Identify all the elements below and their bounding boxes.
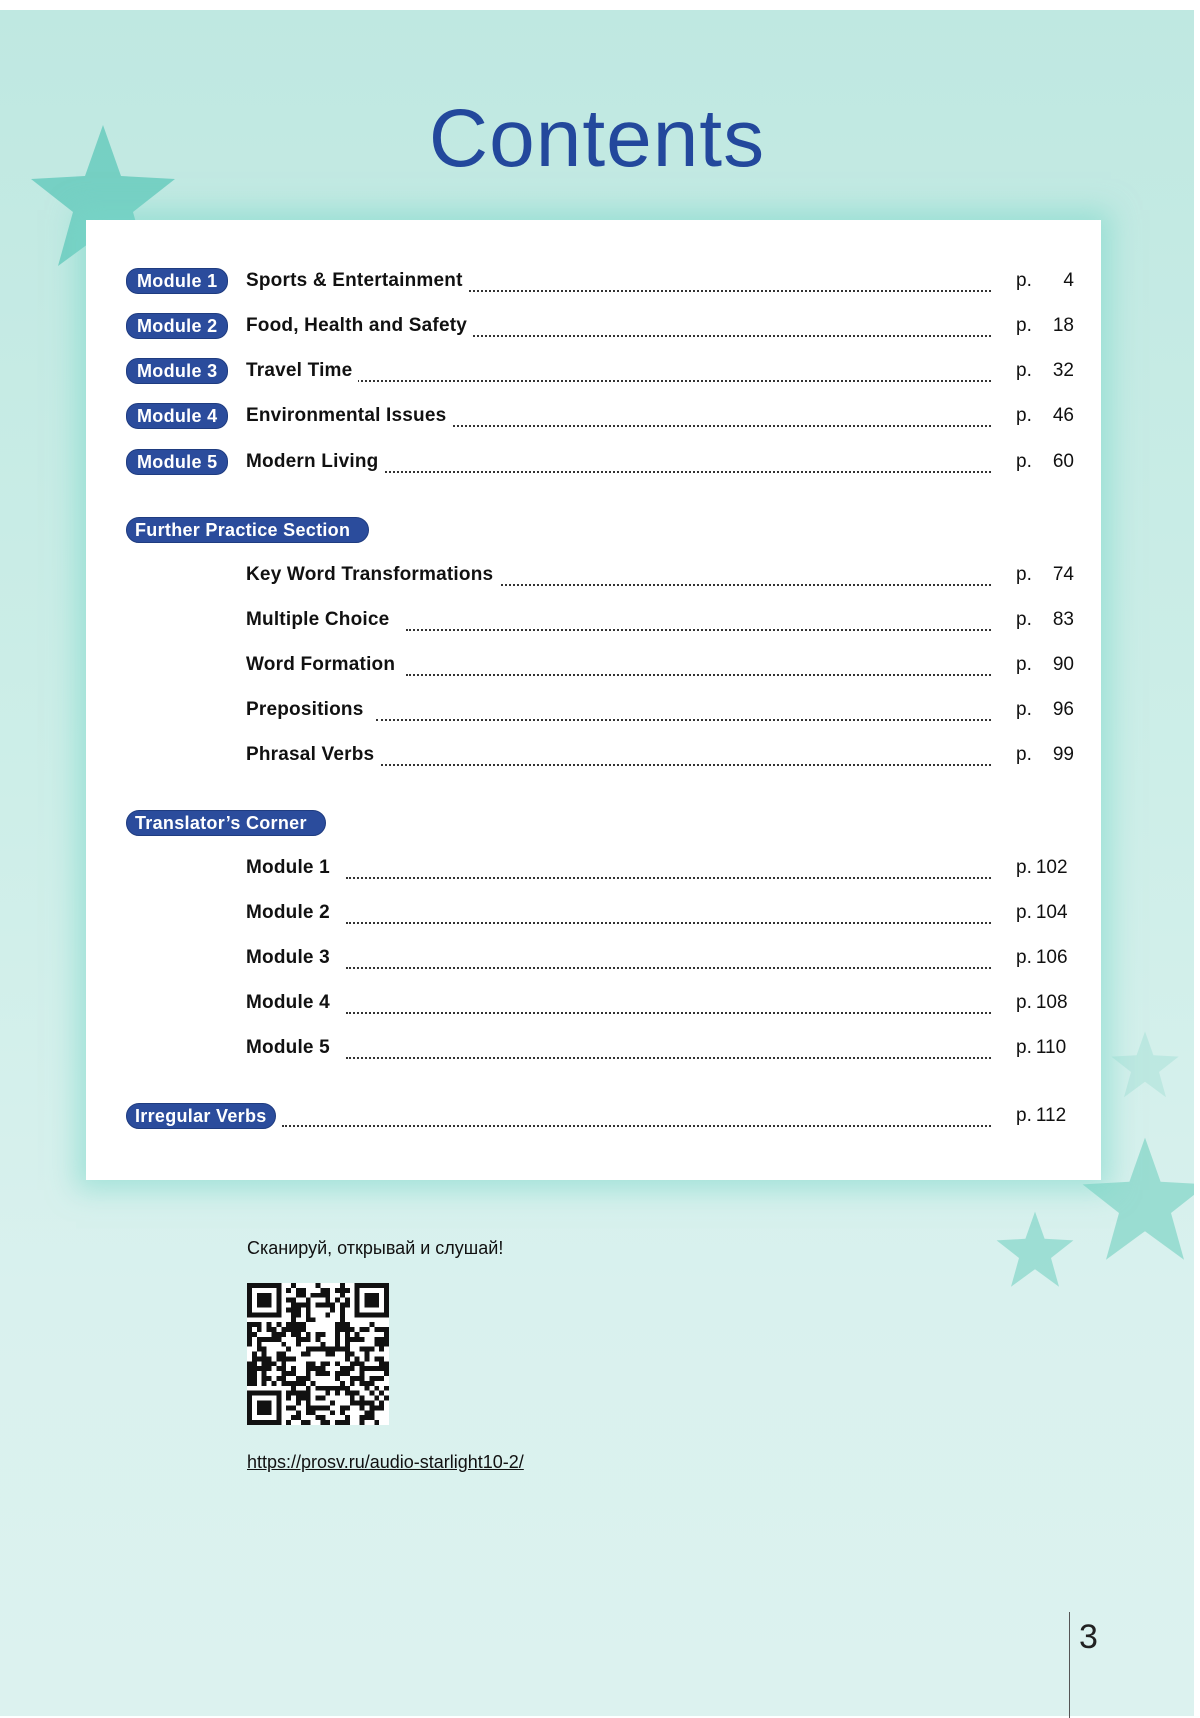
section-badge: Translator’s Corner [126,810,326,836]
dot-leader [386,290,991,292]
dot-leader [486,584,991,586]
dot-leader [406,629,991,631]
toc-entry-title: Key Word Transformations [246,564,499,586]
toc-page-number: p. 106 [1016,947,1068,968]
toc-entry-title: Food, Health and Safety [246,315,473,337]
toc-page-number: p. 110 [1016,1037,1067,1058]
scan-instruction: Сканируй, открывай и слушай! [247,1238,504,1258]
module-badge: Module 1 [126,268,228,294]
module-badge: Module 4 [126,403,228,429]
toc-row-module-2[interactable] [86,311,1101,345]
toc-page-number: p. 32 [1016,360,1074,381]
dot-leader [346,922,991,924]
toc-row-prepositions[interactable] [86,695,1101,729]
module-badge: Module 2 [126,313,228,339]
toc-entry-title: Module 5 [246,1037,336,1059]
toc-row-module-1[interactable] [86,266,1101,300]
toc-entry-title: Module 1 [246,857,336,879]
toc-row-multiple-choice[interactable] [86,605,1101,639]
module-badge: Module 3 [126,358,228,384]
toc-page-number: p. 108 [1016,992,1068,1013]
toc-row-word-formation[interactable] [86,650,1101,684]
toc-row-translator-module-4[interactable] [86,988,1101,1022]
dot-leader [282,1125,991,1127]
section-further-practice [86,515,1101,549]
toc-row-phrasal-verbs[interactable] [86,740,1101,774]
toc-entry-title: Module 4 [246,992,336,1014]
toc-page-number: p. 60 [1016,451,1074,472]
toc-row-module-3[interactable] [86,356,1101,390]
toc-entry-title: Modern Living [246,451,384,473]
dot-leader [376,764,991,766]
toc-page-number: p. 4 [1016,270,1074,291]
toc-page-number: p. 18 [1016,315,1074,336]
dot-leader [386,335,991,337]
toc-row-key-word-transformations[interactable] [86,560,1101,594]
toc-entry-title: Word Formation [246,654,401,676]
dot-leader [346,1057,991,1059]
page-number-divider [1069,1612,1070,1718]
toc-row-module-5[interactable] [86,447,1101,481]
toc-row-translator-module-3[interactable] [86,943,1101,977]
toc-entry-title: Travel Time [246,360,358,382]
toc-entry-title: Prepositions [246,699,369,721]
toc-page-number: p. 83 [1016,609,1074,630]
toc-entry-title: Module 2 [246,902,336,924]
toc-page-number: p. 46 [1016,405,1074,426]
section-translators-corner [86,808,1101,842]
toc-row-translator-module-1[interactable] [86,853,1101,887]
dot-leader [376,719,991,721]
audio-link[interactable]: https://prosv.ru/audio-starlight10-2/ [247,1452,524,1472]
toc-page-number: p. 99 [1016,744,1074,765]
dot-leader [406,674,991,676]
toc-entry-title: Module 3 [246,947,336,969]
star-decoration-right-small-icon [995,1210,1075,1290]
contents-panel [86,220,1101,1180]
toc-page-number: p. 104 [1016,902,1068,923]
toc-entry-title: Sports & Entertainment [246,270,469,292]
toc-row-translator-module-5[interactable] [86,1033,1101,1067]
dot-leader [346,380,991,382]
toc-entry-title: Multiple Choice [246,609,395,631]
toc-entry-title: Phrasal Verbs [246,744,380,766]
qr-code-icon[interactable] [247,1283,389,1425]
dot-leader [346,877,991,879]
dot-leader [376,471,991,473]
star-decoration-right-mid-icon [1110,1030,1180,1100]
dot-leader [346,1012,991,1014]
dot-leader [386,425,991,427]
toc-page-number: p. 112 [1016,1105,1067,1126]
dot-leader [346,967,991,969]
toc-row-translator-module-2[interactable] [86,898,1101,932]
toc-page-number: p. 90 [1016,654,1074,675]
section-badge: Irregular Verbs [126,1103,276,1129]
section-badge: Further Practice Section [126,517,369,543]
toc-entry-title: Environmental Issues [246,405,452,427]
page-title: Contents [428,93,766,184]
toc-page-number: p. 96 [1016,699,1074,720]
page-number: 3 [1079,1618,1098,1656]
toc-row-irregular-verbs[interactable] [86,1101,1101,1135]
toc-page-number: p. 102 [1016,857,1068,878]
toc-row-module-4[interactable] [86,401,1101,435]
module-badge: Module 5 [126,449,228,475]
toc-page-number: p. 74 [1016,564,1074,585]
